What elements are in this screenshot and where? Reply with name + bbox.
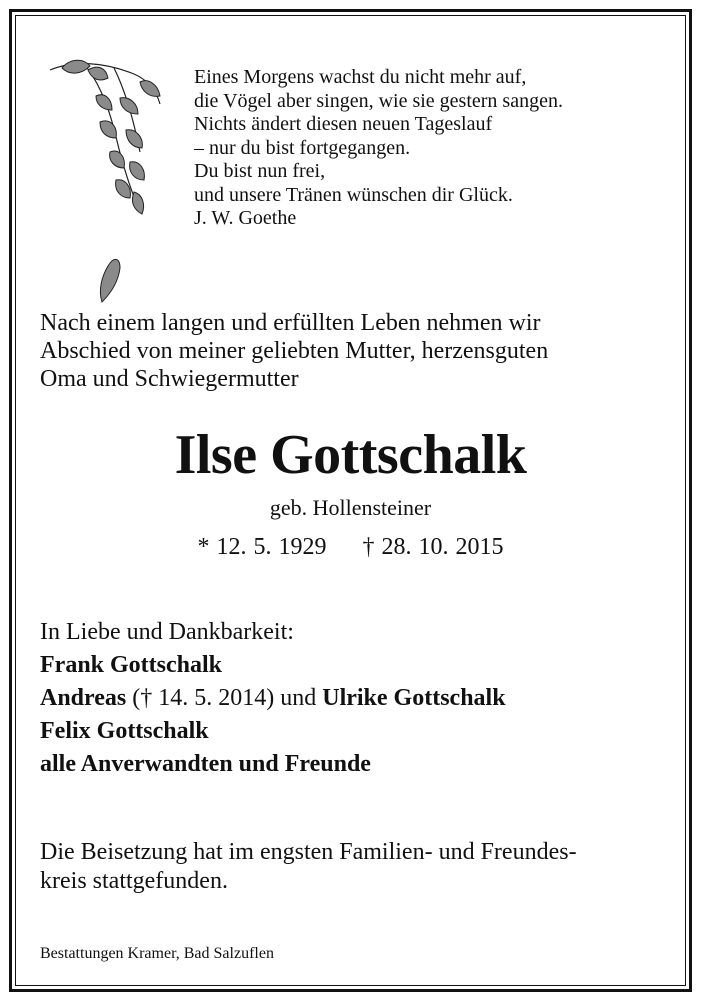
mourner-line: Felix Gottschalk [40, 718, 209, 744]
birth-date: * 12. 5. 1929 [197, 534, 327, 560]
funeral-line: kreis stattgefunden. [40, 868, 228, 894]
mourner-name: Andreas [40, 685, 127, 711]
undertaker-credit: Bestattungen Kramer, Bad Salzuflen [40, 945, 274, 962]
poem-line: Eines Morgens wachst du nicht mehr auf, [194, 66, 527, 88]
poem-line: und unsere Tränen wünschen dir Glück. [194, 183, 513, 206]
poem-line: die Vögel aber singen, wie sie gestern sangen. [194, 89, 563, 112]
mourner-line [40, 682, 506, 715]
mourner-note: († 14. 5. 2014) und [126, 685, 323, 711]
poem-line: Du bist nun frei, [194, 160, 326, 182]
mourners-list [40, 616, 506, 781]
life-dates [0, 532, 701, 562]
mourner-line: alle Anverwandten und Freunde [40, 751, 371, 777]
mourners-heading: In Liebe und Dankbarkeit: [40, 619, 294, 645]
intro-line: Abschied von meiner geliebten Mutter, herzensguten [40, 338, 549, 364]
intro-text [40, 309, 680, 393]
intro-line: Nach einem langen und erfüllten Leben nehmen wir [40, 310, 541, 336]
mourner-name: Ulrike Gottschalk [322, 685, 506, 711]
birch-branch-icon [44, 52, 174, 312]
poem-line: Nichts ändert diesen neuen Tageslauf [194, 113, 493, 135]
intro-line: Oma und Schwiegermutter [40, 366, 299, 392]
mourner-line: Frank Gottschalk [40, 652, 223, 678]
poem-author: J. W. Goethe [194, 207, 297, 229]
death-date: † 28. 10. 2015 [362, 534, 504, 560]
funeral-notice [40, 838, 577, 896]
deceased-name: Ilse Gottschalk [174, 424, 527, 486]
funeral-line: Die Beisetzung hat im engsten Familien- und Freundes- [40, 839, 577, 865]
poem-line: – nur du bist fortgegangen. [194, 136, 411, 159]
poem-quote [194, 66, 563, 231]
birth-name: geb. Hollensteiner [269, 495, 432, 520]
